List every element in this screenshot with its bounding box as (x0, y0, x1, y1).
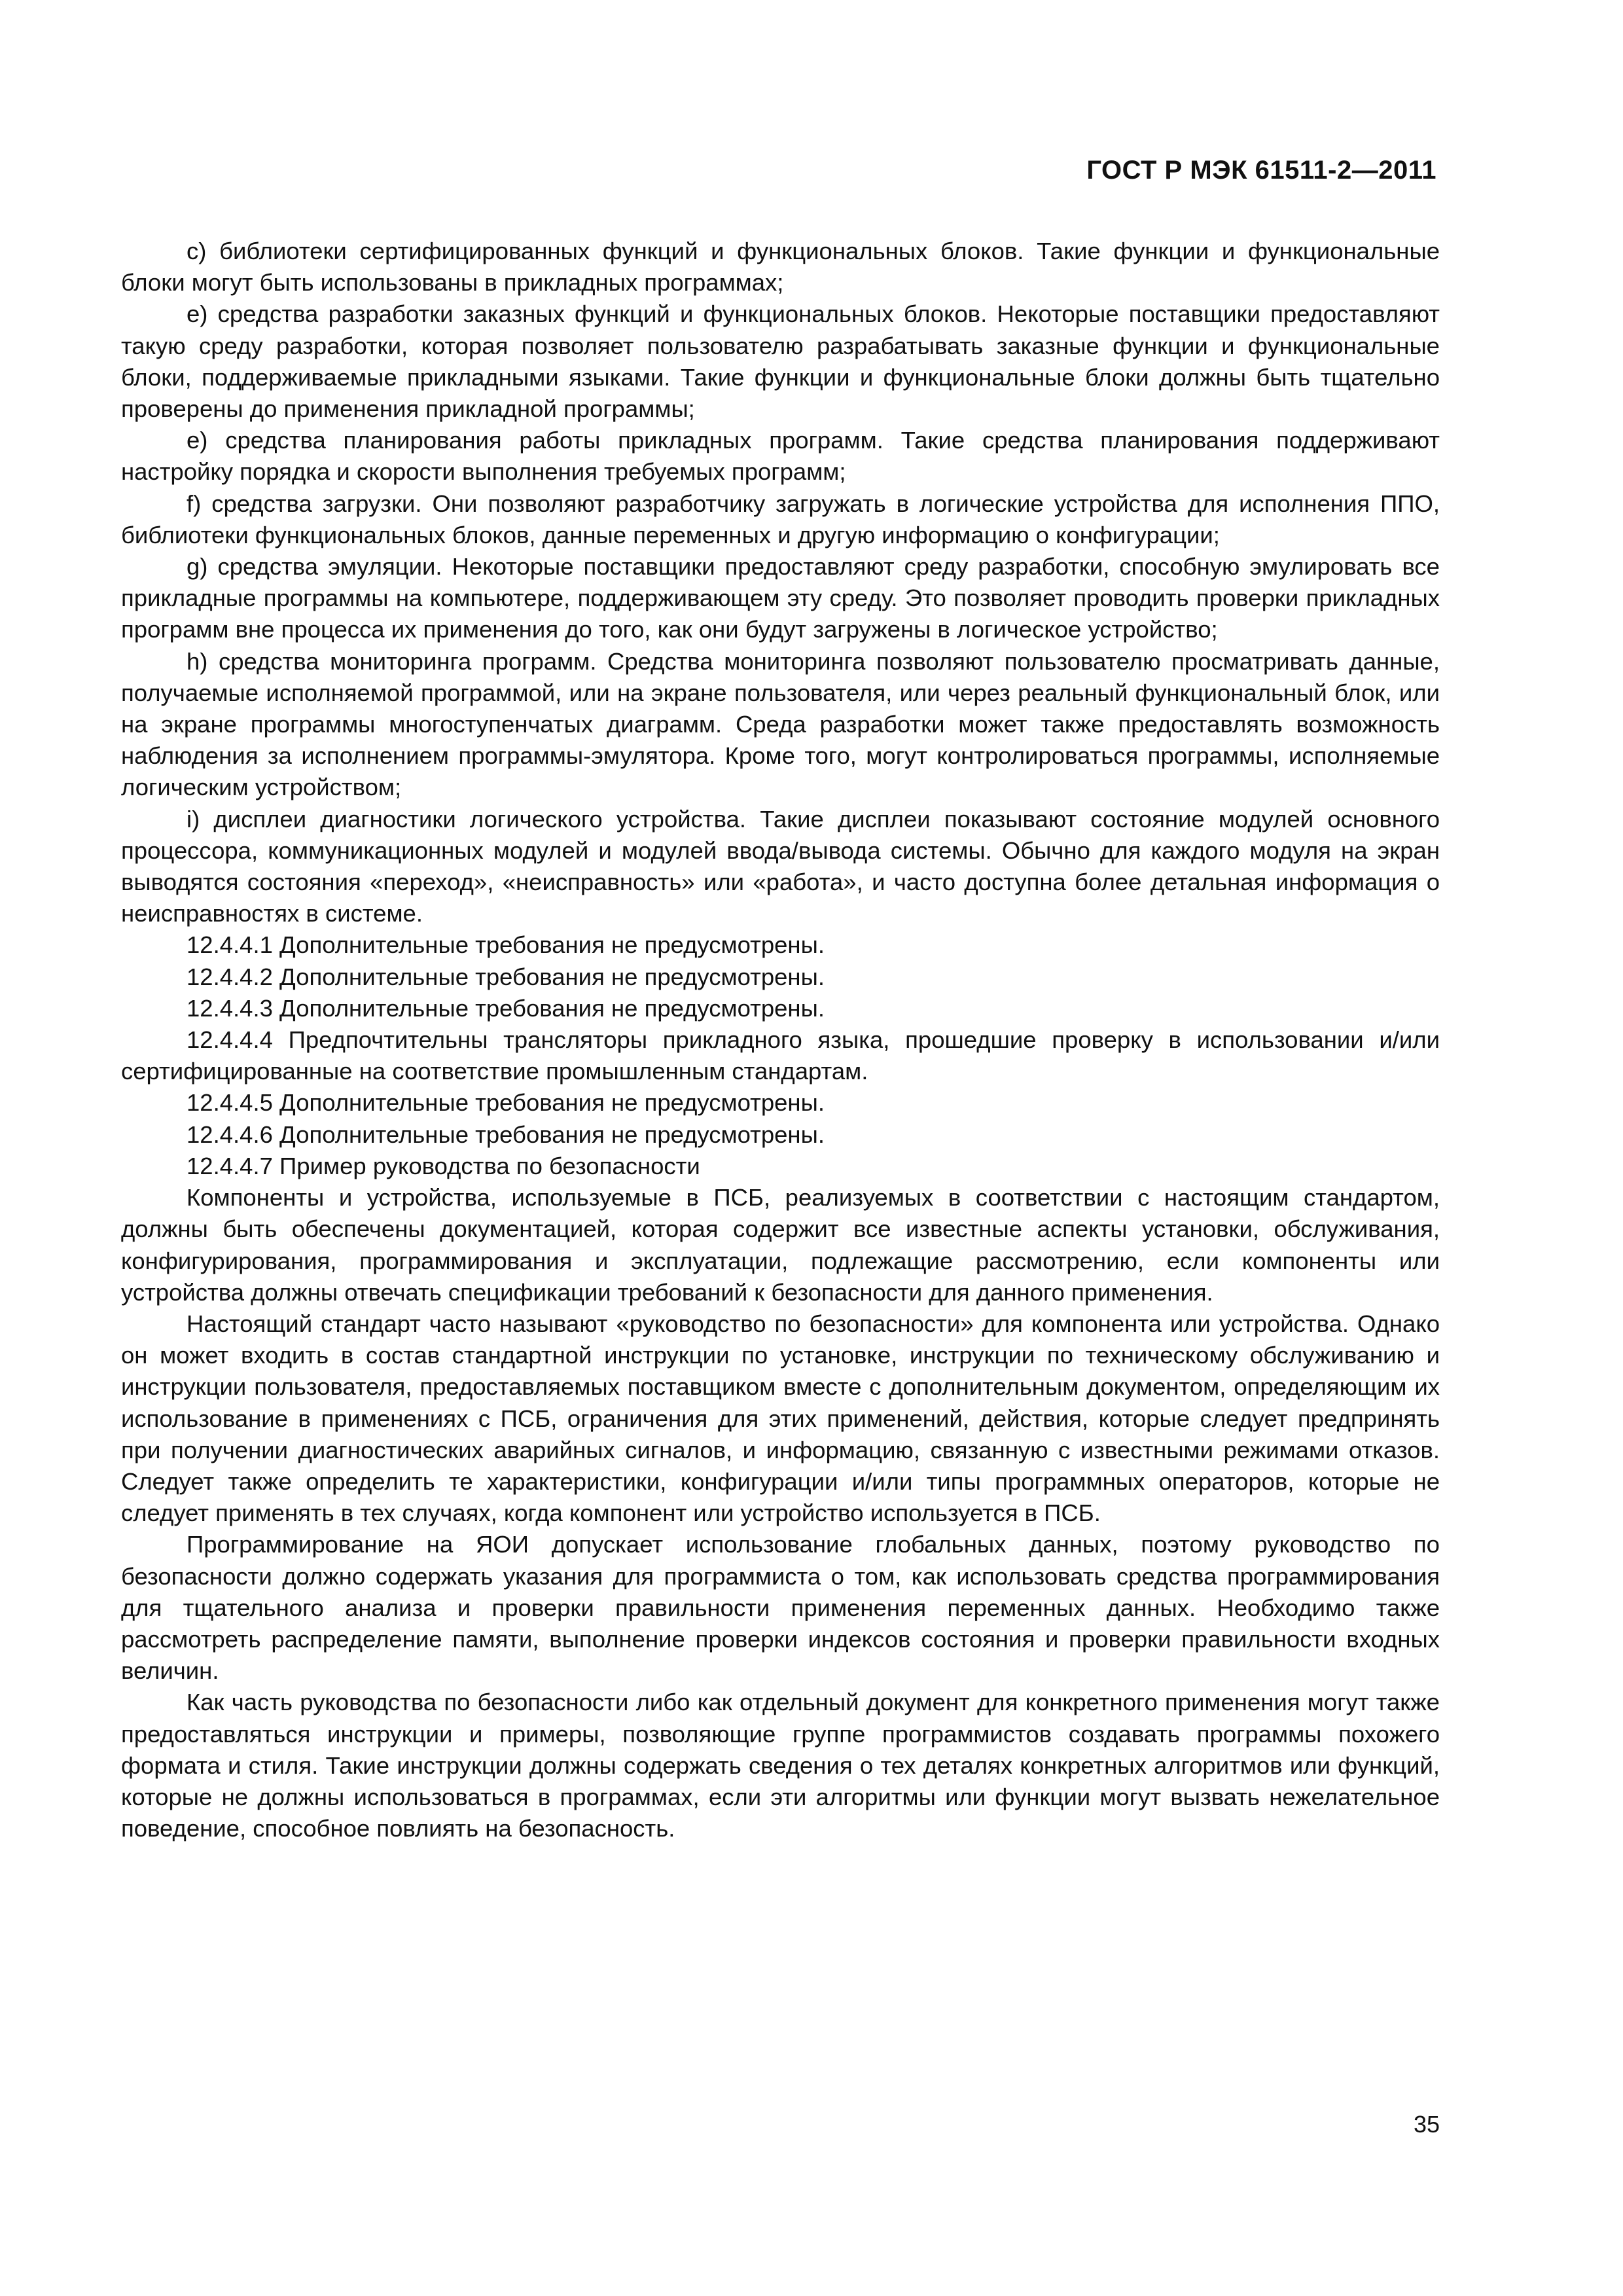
standard-header: ГОСТ Р МЭК 61511-2—2011 (1086, 156, 1436, 185)
paragraph-item-i: i) дисплеи диагностики логического устройства. Такие дисплеи показывают состояние модулей основного процессора, коммуникационных модулей и модулей ввода/вывода системы. Обычно для каждого модуля на экран выводятся состояния «переход», «неисправность» или «работа», и часто доступна более детальная информация о неисправностях в системе. (121, 805, 1440, 927)
paragraph-item-h: h) средства мониторинга программ. Средства мониторинга позволяют пользователю просматривать данные, получаемые исполняемой программой, или на экране пользователя, или через реальный функциональный блок, или на экране программы многоступенчатых диаграмм. Среда разработки может также предоставлять возможность наблюдения за исполнением программы-эмулятора. Кроме того, могут контролироваться программы, исполняемые логическим устройством; (121, 647, 1440, 801)
clause-12-4-4-7: 12.4.4.7 Пример руководства по безопасности (187, 1152, 700, 1179)
paragraph-programming-guidelines: Как часть руководства по безопасности либо как отдельный документ для конкретного применения могут также предоставляться инструкции и примеры, позволяющие группе программистов создавать программы похожего формата и стиля. Такие инструкции должны содержать сведения о тех деталях конкретных алгоритмов или функций, которые не должны использоваться в программах, если эти алгоритмы или функции могут вызвать нежелательное поведение, способное повлиять на безопасность. (121, 1689, 1440, 1842)
page-number: 35 (1413, 2111, 1440, 2138)
paragraph-item-e-scheduling: e) средства планирования работы прикладных программ. Такие средства планирования поддерживают настройку порядка и скорости выполнения требуемых программ; (121, 427, 1440, 486)
clause-12-4-4-6: 12.4.4.6 Дополнительные требования не предусмотрены. (187, 1121, 825, 1148)
clause-12-4-4-3: 12.4.4.3 Дополнительные требования не предусмотрены. (187, 994, 825, 1022)
paragraph-safety-manual: Настоящий стандарт часто называют «руководство по безопасности» для компонента или устройства. Однако он может входить в состав стандартной инструкции по установке, инструкции по техническому обслуживанию и инструкции пользователя, предоставляемых поставщиком вместе с дополнительным документом, определяющим их использование в применениях с ПСБ, ограничения для этих применений, действия, которые следует предпринять при получении диагностических аварийных сигналов, и информацию, связанную с известными режимами отказов. Следует также определить те характеристики, конфигурации и/или типы программных операторов, которые не следует применять в тех случаях, когда компонент или устройство используется в ПСБ. (121, 1310, 1440, 1527)
paragraph-item-c: c) библиотеки сертифицированных функций и функциональных блоков. Такие функции и функциональные блоки могут быть использованы в прикладных программах; (121, 238, 1440, 296)
clause-12-4-4-2: 12.4.4.2 Дополнительные требования не предусмотрены. (187, 963, 825, 990)
paragraph-global-data: Программирование на ЯОИ допускает использование глобальных данных, поэтому руководство по безопасности должно содержать указания для программиста о том, как использовать средства программирования для тщательного анализа и проверки правильности применения переменных данных. Необходимо также рассмотреть распределение памяти, выполнение проверки индексов состояния и проверки правильности входных величин. (121, 1531, 1440, 1685)
document-body (121, 236, 1440, 1844)
paragraph-item-g: g) средства эмуляции. Некоторые поставщики предоставляют среду разработки, способную эмулировать все прикладные программы на компьютере, поддерживающем эту среду. Это позволяет проводить проверки прикладных программ вне процесса их применения до того, как они будут загружены в логическое устройство; (121, 553, 1440, 643)
paragraph-components-documentation: Компоненты и устройства, используемые в ПСБ, реализуемых в соответствии с настоящим стандартом, должны быть обеспечены документацией, которая содержит все известные аспекты установки, обслуживания, конфигурирования, программирования и эксплуатации, подлежащие рассмотрению, если компоненты или устройства должны отвечать спецификации требований к безопасности для данного применения. (121, 1184, 1440, 1306)
clause-12-4-4-5: 12.4.4.5 Дополнительные требования не предусмотрены. (187, 1089, 825, 1117)
clause-12-4-4-4: 12.4.4.4 Предпочтительны трансляторы прикладного языка, прошедшие проверку в использовании и/или сертифицированные на соответствие промышленным стандартам. (121, 1026, 1440, 1085)
clause-12-4-4-1: 12.4.4.1 Дополнительные требования не предусмотрены. (187, 931, 825, 959)
paragraph-item-e-custom-functions: e) средства разработки заказных функций и функциональных блоков. Некоторые поставщики предоставляют такую среду разработки, которая позволяет пользователю разрабатывать заказные функции и функциональные блоки, поддерживаемые прикладными языками. Такие функции и функциональные блоки должны быть тщательно проверены до применения прикладной программы; (121, 300, 1440, 423)
paragraph-item-f: f) средства загрузки. Они позволяют разработчику загружать в логические устройства для исполнения ППО, библиотеки функциональных блоков, данные переменных и другую информацию о конфигурации; (121, 490, 1440, 548)
